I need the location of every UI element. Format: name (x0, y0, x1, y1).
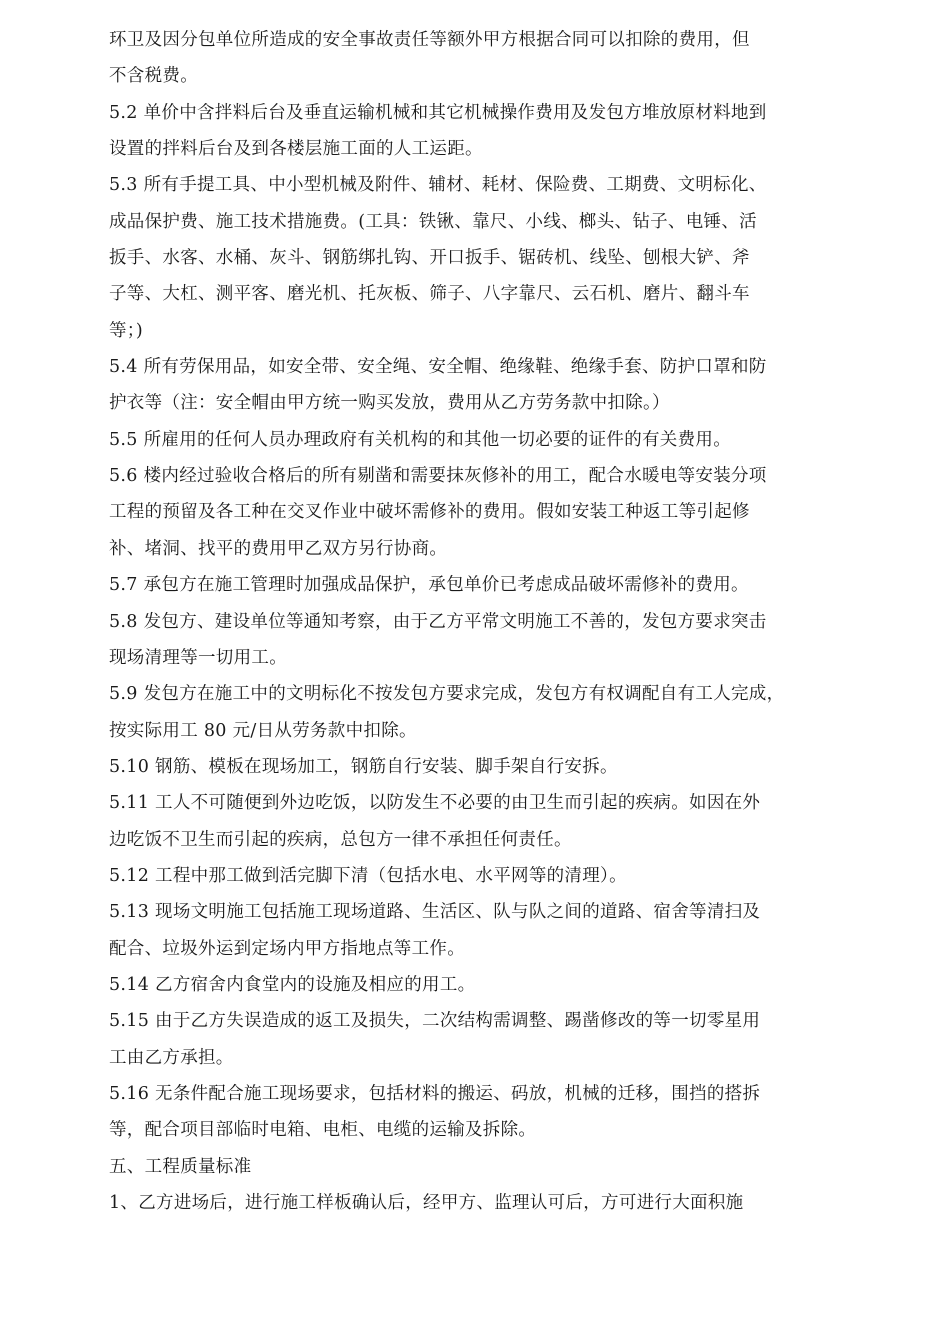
clause-5-9: 5.9 发包方在施工中的文明标化不按发包方要求完成，发包方有权调配自有工人完成， (109, 684, 785, 705)
text-line: 现场清理等一切用工。 (109, 647, 287, 668)
clause-5-10: 5.10 钢筋、模板在现场加工，钢筋自行安装、脚手架自行安拆。 (109, 756, 618, 777)
text-line: 成品保护费、施工技术措施费。(工具：铁锹、靠尺、小线、榔头、钻子、电锤、活 (109, 211, 757, 232)
clause-5-8: 5.8 发包方、建设单位等通知考察，由于乙方平常文明施工不善的，发包方要求突击 (109, 611, 767, 632)
text-line: 工程的预留及各工种在交叉作业中破坏需修补的费用。假如安装工种返工等引起修 (109, 502, 750, 523)
text-line: 补、堵洞、找平的费用甲乙双方另行协商。 (109, 538, 448, 559)
clause-5-15: 5.15 由于乙方失误造成的返工及损失，二次结构需调整、踢凿修改的等一切零星用 (109, 1011, 761, 1032)
text-line: 按实际用工 80 元/日从劳务款中扣除。 (109, 720, 417, 741)
text-line: 护衣等（注：安全帽由甲方统一购买发放，费用从乙方劳务款中扣除。） (109, 393, 670, 414)
clause-5-14: 5.14 乙方宿舍内食堂内的设施及相应的用工。 (109, 974, 476, 995)
text-line: 不含税费。 (109, 66, 198, 87)
clause-5-5: 5.5 所雇用的任何人员办理政府有关机构的和其他一切必要的证件的有关费用。 (109, 429, 731, 450)
text-line: 环卫及因分包单位所造成的安全事故责任等额外甲方根据合同可以扣除的费用，但 (109, 30, 750, 50)
clause-5-11: 5.11 工人不可随便到外边吃饭，以防发生不必要的由卫生而引起的疾病。如因在外 (109, 793, 761, 814)
text-line: 等，配合项目部临时电箱、电柜、电缆的运输及拆除。 (109, 1120, 537, 1141)
document-body (109, 22, 819, 1221)
clause-5-4: 5.4 所有劳保用品，如安全带、安全绳、安全帽、绝缘鞋、绝缘手套、防护口罩和防 (109, 357, 767, 378)
text-line: 扳手、水客、水桶、灰斗、钢筋绑扎钩、开口扳手、锯砖机、线坠、刨根大铲、斧 (109, 248, 750, 269)
text-line: 设置的拌料后台及到各楼层施工面的人工运距。 (109, 139, 483, 160)
clause-5-2: 5.2 单价中含拌料后台及垂直运输机械和其它机械操作费用及发包方堆放原材料地到 (109, 102, 767, 123)
clause-5-3: 5.3 所有手提工具、中小型机械及附件、辅材、耗材、保险费、工期费、文明标化、 (109, 175, 767, 196)
text-line: 工由乙方承担。 (109, 1047, 234, 1068)
clause-5-7: 5.7 承包方在施工管理时加强成品保护，承包单价已考虑成品破坏需修补的费用。 (109, 575, 749, 596)
text-line: 1、乙方进场后，进行施工样板确认后，经甲方、监理认可后，方可进行大面积施 (109, 1193, 744, 1213)
text-line: 边吃饭不卫生而引起的疾病，总包方一律不承担任何责任。 (109, 829, 572, 850)
text-line: 子等、大杠、测平客、磨光机、托灰板、筛子、八字靠尺、云石机、磨片、翻斗车 (109, 284, 750, 305)
clause-5-12: 5.12 工程中那工做到活完脚下清（包括水电、水平网等的清理）。 (109, 865, 627, 886)
clause-5-6: 5.6 楼内经过验收合格后的所有剔凿和需要抹灰修补的用工，配合水暖电等安装分项 (109, 466, 767, 487)
text-line: 等；) (109, 320, 143, 341)
clause-5-13: 5.13 现场文明施工包括施工现场道路、生活区、队与队之间的道路、宿舍等清扫及 (109, 902, 761, 923)
text-line: 配合、垃圾外运到定场内甲方指地点等工作。 (109, 938, 465, 959)
section-heading-quality-standard: 五、工程质量标准 (109, 1156, 252, 1177)
clause-5-16: 5.16 无条件配合施工现场要求，包括材料的搬运、码放，机械的迁移，围挡的搭拆 (109, 1083, 761, 1104)
